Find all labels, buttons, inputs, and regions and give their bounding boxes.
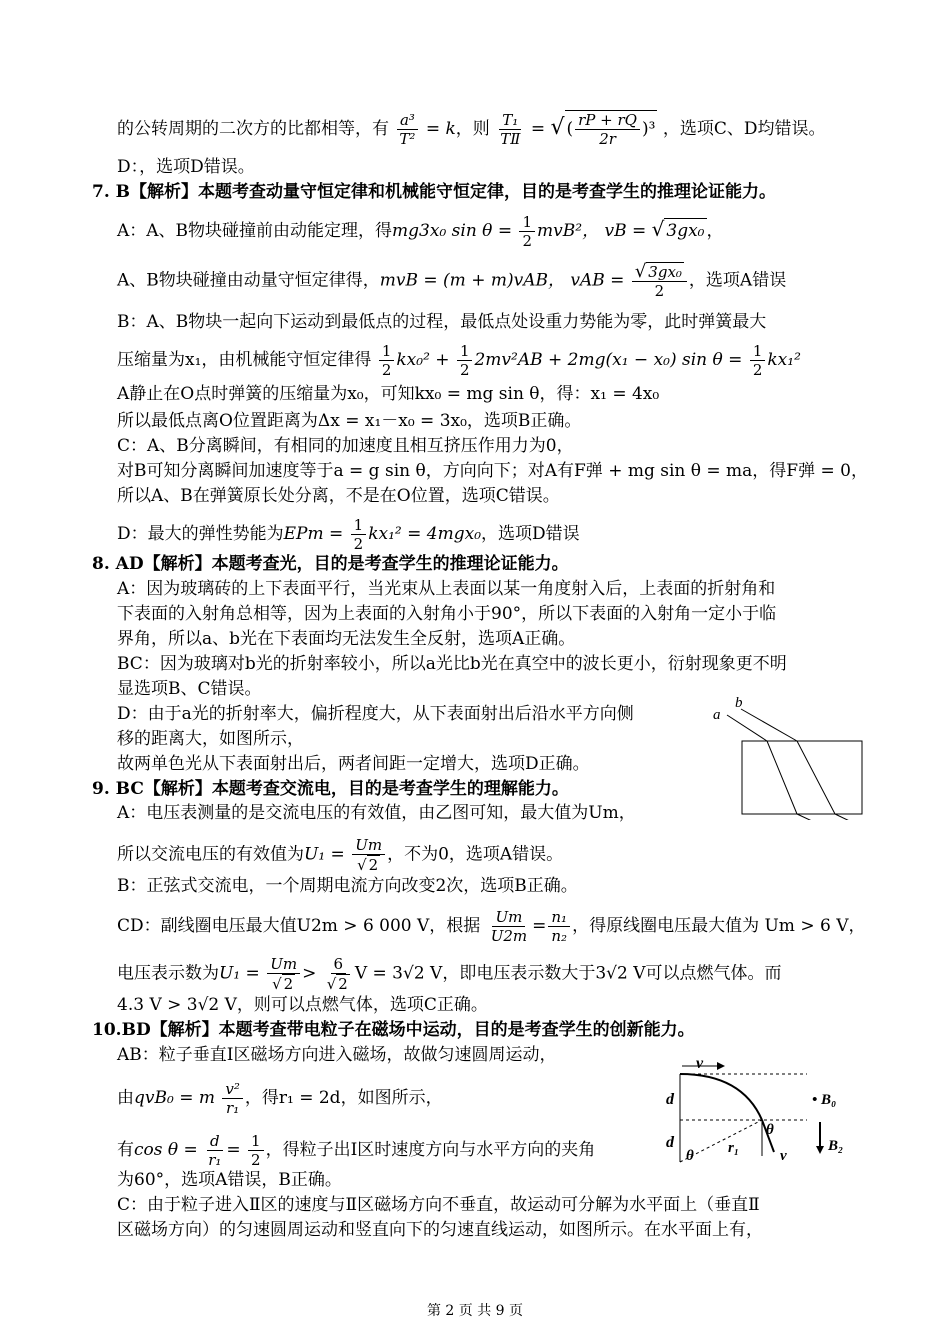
formula: = k <box>425 119 456 139</box>
text-line: A：A、B物块碰撞前由动能定理，得mg3x₀ sin θ = $\frac{1}{2}$ mvB²， vB = √ 3gx₀ ， <box>117 213 724 250</box>
text-line: 所以最低点离O位置距离为Δx = x₁－x₀ = 3x₀，选项B正确。 <box>117 411 582 431</box>
formula-fraction: $\frac{\text{a³}}{\text{T²}}$ <box>396 111 418 148</box>
question-9-heading: 9. BC【解析】本题考查交流电，目的是考查学生的理解能力。 <box>92 779 569 799</box>
text-line: 由qvB₀ = m $\frac{\text{v²}}{\text{r₁}}$ ，得r₁ = 2d，如图所示， <box>117 1080 443 1117</box>
text-line: 显选项B、C错误。 <box>117 679 262 699</box>
text-line: D：最大的弹性势能为EPm = $\frac{1}{2}$ kx₁² = 4mgx₀，选项D错误 <box>117 516 580 553</box>
text-line: 故两单色光从下表面射出后，两者间距一定增大，选项D正确。 <box>117 754 590 774</box>
question-10-heading: 10.BD【解析】本题考查带电粒子在磁场中运动，目的是考查学生的创新能力。 <box>92 1020 695 1040</box>
velocity-label: v <box>780 1148 787 1164</box>
text-line: 界角，所以a、b光在下表面均无法发生全反射，选项A正确。 <box>117 629 576 649</box>
text-line: C：A、B分离瞬间，有相同的加速度且相互挤压作用力为0， <box>117 436 574 456</box>
text-line: 电压表示数为U₁ = $\frac{Um}{√ 2}$ > $\frac{6}{√ 2}$ V = 3√2 V，即电压表示数大于3√2 V可以点燃气体。而 <box>117 955 782 993</box>
d-label: d <box>666 1134 674 1151</box>
text-line: 有cos θ = $\frac{d}{\text{r₁}}$ = $\frac{1}{2}$ ，得粒子出Ⅰ区时速度方向与水平方向的夹角 <box>117 1132 596 1169</box>
text-line: 所以A、B在弹簧原长处分离，不是在O位置，选项C错误。 <box>117 486 560 506</box>
text-line: 移的距离大，如图所示， <box>117 729 304 749</box>
text-line: D：由于a光的折射率大，偏折程度大，从下表面射出后沿水平方向侧 <box>117 704 634 724</box>
text: ，则 <box>455 119 490 139</box>
text-line: AB：粒子垂直Ⅰ区磁场方向进入磁场，故做匀速圆周运动， <box>117 1045 557 1065</box>
refraction-diagram <box>705 695 865 820</box>
text-line: CD：副线圈电压最大值U2m > 6 000 V，根据 $\frac{Um}{U2m}$ = $\frac{\text{n₁}}{\text{n₂}}$ ，得原线圈电压最大值为 Um > 6 V， <box>117 908 866 945</box>
text-line: BC：因为玻璃对b光的折射率较小，所以a光比b光在真空中的波长更小，衍射现象更不明 <box>117 654 787 674</box>
text-line: 的公转周期的二次方的比都相等，有 $\frac{\text{a³}}{\text{T²}}$ = k，则 $\frac{\text{T₁}}{\text{TⅡ}}$ = √ ( $\frac{rP + rQ}{2r}$ )³ ，选项C、D均错误。 <box>117 111 826 148</box>
text-line: B：A、B物块一起向下运动到最低点的过程，最低点处设重力势能为零，此时弹簧最大 <box>117 312 767 332</box>
text-line: 区磁场方向）的匀速圆周运动和竖直向下的匀速直线运动，如图所示。在水平面上有， <box>117 1220 763 1240</box>
text-line: D：，选项D错误。 <box>117 157 255 177</box>
b0-label: • B₀ <box>812 1092 837 1108</box>
text-line: A、B物块碰撞由动量守恒定律得，mvB = (m + m)vAB， vAB = $\frac{\text{√ 3gx₀}}{2}$ ，选项A错误 <box>117 261 787 300</box>
text-line: 下表面的入射角总相等，因为上表面的入射角小于90°，所以下表面的入射角一定小于临 <box>117 604 777 624</box>
velocity-label: v <box>696 1055 704 1072</box>
text-line: A：因为玻璃砖的上下表面平行，当光束从上表面以某一角度射入后，上表面的折射角和 <box>117 579 776 599</box>
glass-block <box>742 741 862 814</box>
text-line: 压缩量为x₁，由机械能守恒定律得 $\frac{1}{2}$ kx₀² + $\frac{1}{2}$ 2mv²AB + 2mg(x₁ − x₀) sin θ = $\frac{1}{2}$ kx₁² <box>117 342 801 379</box>
question-8-heading: 8. AD【解析】本题考查光，目的是考查学生的推理论证能力。 <box>92 554 569 574</box>
text-line: 对B可知分离瞬间加速度等于a = g sin θ，方向向下；对A有F弹 + mg sin θ = ma，得F弹 = 0， <box>117 461 868 481</box>
b2-label: B₂ <box>828 1138 844 1154</box>
text-line: A：电压表测量的是交流电压的有效值，由乙图可知，最大值为Um， <box>117 803 636 823</box>
theta-label: θ <box>686 1148 694 1164</box>
ray-b-label: b <box>735 695 743 711</box>
text-line: C：由于粒子进入Ⅱ区的速度与Ⅱ区磁场方向不垂直，故运动可分解为水平面上（垂直Ⅱ <box>117 1195 760 1215</box>
formula-sqrt: ( $\frac{rP + rQ}{2r}$ )³ <box>566 111 656 148</box>
text-line: 4.3 V > 3√2 V，则可以点燃气体，选项C正确。 <box>117 995 488 1015</box>
text-line: A静止在O点时弹簧的压缩量为x₀，可知kx₀ = mg sin θ，得：x₁ = 4x₀ <box>117 384 660 404</box>
question-7-heading: 7. B【解析】本题考查动量守恒定律和机械能守恒定律，目的是考查学生的推理论证能力。 <box>92 182 777 202</box>
r1-label: r₁ <box>728 1140 740 1156</box>
text-line: 为60°，选项A错误，B正确。 <box>117 1170 342 1190</box>
formula-fraction: $\frac{\text{T₁}}{\text{TⅡ}}$ <box>500 111 521 148</box>
d-label: d <box>666 1091 674 1108</box>
ray-a-label: a <box>713 707 721 723</box>
theta-label: θ <box>766 1122 774 1138</box>
magnetic-field-diagram <box>662 1052 852 1170</box>
text: ，选项C、D均错误。 <box>662 119 826 139</box>
text: 的公转周期的二次方的比都相等，有 <box>117 119 389 139</box>
text-line: B：正弦式交流电，一个周期电流方向改变2次，选项B正确。 <box>117 876 578 896</box>
text-line: 所以交流电压的有效值为U₁ = $\frac{Um}{√ 2}$ ，不为0，选项A错误。 <box>117 836 564 874</box>
page-footer: 第 2 页 共 9 页 <box>426 1303 524 1319</box>
